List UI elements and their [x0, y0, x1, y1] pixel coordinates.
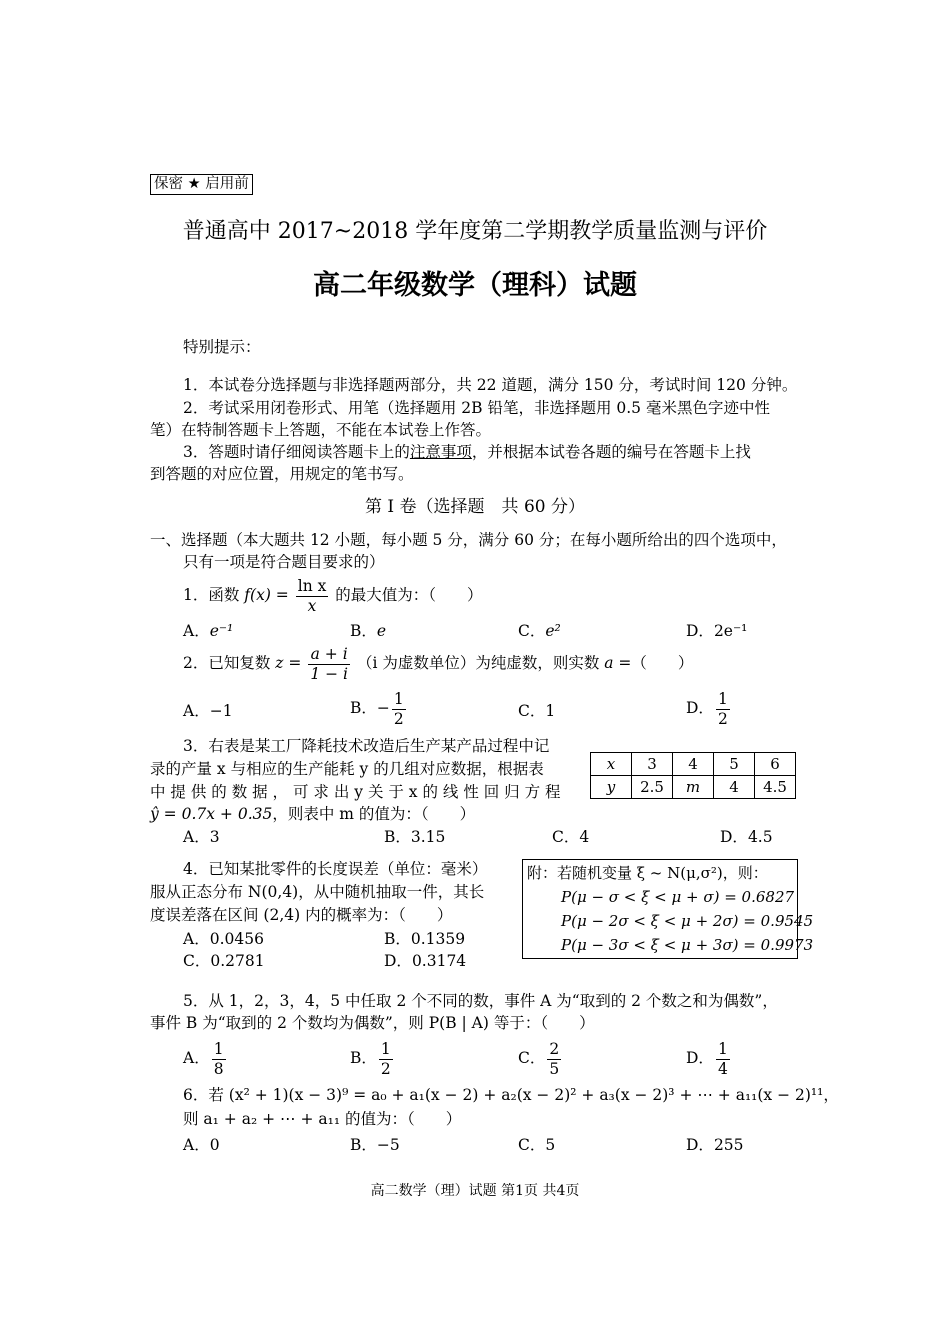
table-cell: 6: [755, 753, 796, 776]
q1-fraction: [296, 577, 329, 616]
notice-line-2a: 2．考试采用闭卷形式、用笔（选择题用 2B 铅笔，非选择题用 0.5 毫米黑色字迹中性: [183, 399, 770, 417]
notice-line-3a-pre: 3．答题时请仔细阅读答题卡上的: [183, 443, 410, 461]
q2-fraction: [308, 645, 350, 684]
q6-option-d[interactable]: D．255: [686, 1136, 744, 1154]
q3-line-3: 中 提 供 的 数 据 ， 可 求 出 y 关 于 x 的 线 性 回 归 方 程: [150, 783, 561, 801]
notice-line-2b: 笔）在特制答题卡上答题，不能在本试卷上作答。: [150, 421, 492, 439]
normal-distribution-appendix: [522, 859, 814, 959]
table-cell: m: [673, 776, 714, 799]
q6-line-2: 则 a₁ + a₂ + ⋯ + a₁₁ 的值为：（ ）: [183, 1110, 462, 1128]
appendix-line-1: 附：若随机变量 ξ ~ N(μ,σ²)，则：: [527, 864, 768, 882]
q2-pre: 2．已知复数: [183, 654, 276, 672]
q3-option-c[interactable]: C．4: [552, 828, 590, 846]
q2-option-b[interactable]: B．− $\frac{1}{2}$: [350, 689, 404, 728]
question-1-stem: [183, 576, 483, 616]
q2-numerator: a + i: [308, 645, 350, 665]
part-one-title: 第 I 卷（选择题 共 60 分）: [365, 497, 585, 517]
q6-option-a[interactable]: A．0: [183, 1136, 220, 1154]
appendix-line-3: P(μ − 2σ < ξ < μ + 2σ) = 0.9545: [561, 912, 814, 930]
q2-mid: （i 为虚数单位）为纯虚数，则实数: [356, 654, 605, 672]
q2-option-a[interactable]: A．−1: [183, 702, 233, 720]
q3-option-b[interactable]: B．3.15: [384, 828, 446, 846]
appendix-line-2: P(μ − σ < ξ < μ + σ) = 0.6827: [561, 888, 795, 906]
q1-denominator: x: [307, 596, 317, 615]
q4-option-c[interactable]: C．0.2781: [183, 952, 265, 970]
q1-pre: 1．函数: [183, 586, 245, 604]
table-row-x: [591, 753, 796, 776]
q5-line-2: 事件 B 为“取到的 2 个数均为偶数”，则 P(B | A) 等于：（ ）: [150, 1014, 595, 1032]
q5-option-c[interactable]: C． $\frac{2}{5}$: [518, 1039, 560, 1078]
q1-function: f(x) =: [244, 586, 289, 604]
q5-option-a[interactable]: A． $\frac{1}{8}$: [183, 1039, 224, 1078]
notice-line-1: 1．本试卷分选择题与非选择题两部分，共 22 道题，满分 150 分，考试时间 120 分钟。: [183, 376, 798, 394]
q4-line-1: 4．已知某批零件的长度误差（单位：毫米）: [183, 860, 488, 878]
q1-post: 的最大值为：（ ）: [335, 586, 483, 604]
section-label: 一、选择题: [150, 531, 228, 549]
q3-line-2: 录的产量 x 与相应的生产能耗 y 的几组对应数据，根据表: [150, 760, 544, 778]
exam-title: 高二年级数学（理科）试题: [313, 270, 637, 301]
q4-line-3: 度误差落在区间 (2,4) 内的概率为：（ ）: [150, 906, 453, 924]
q4-line-2: 服从正态分布 N(0,4)，从中随机抽取一件，其长: [150, 883, 485, 901]
q2-option-c[interactable]: C．1: [518, 702, 556, 720]
q2-option-d[interactable]: D． $\frac{1}{2}$: [686, 689, 728, 728]
table-cell: y: [591, 776, 632, 799]
q1-numerator: ln x: [297, 576, 327, 595]
q3-data-table: [590, 752, 796, 799]
q1-option-a[interactable]: A．e⁻¹: [183, 622, 234, 640]
table-cell: 5: [714, 753, 755, 776]
q2-a: a =: [604, 654, 632, 672]
q3-line-1: 3．右表是某工厂降耗技术改造后生产某产品过程中记: [183, 737, 550, 755]
notice-line-3b: 到答题的对应位置，用规定的笔书写。: [150, 465, 414, 483]
table-cell: x: [591, 753, 632, 776]
q2-denominator: 1 − i: [310, 664, 348, 683]
q2-z: z =: [275, 654, 302, 672]
q1-option-b[interactable]: B．e: [350, 622, 387, 640]
q1-option-d[interactable]: D．2e⁻¹: [686, 622, 748, 640]
table-cell: 4.5: [755, 776, 796, 799]
exam-subtitle: 普通高中 2017~2018 学年度第二学期教学质量监测与评价: [182, 219, 768, 244]
section-header: [150, 529, 787, 551]
q6-option-b[interactable]: B．−5: [350, 1136, 400, 1154]
section-desc-1: （本大题共 12 小题，每小题 5 分，满分 60 分；在每小题所给出的四个选项中，: [227, 531, 787, 549]
q4-option-a[interactable]: A．0.0456: [183, 930, 264, 948]
q3-option-d[interactable]: D．4.5: [720, 828, 773, 846]
q6-line-1: 6．若 (x² + 1)(x − 3)⁹ = a₀ + a₁(x − 2) + a₂(x − 2)² + a₃(x − 2)³ + ⋯ + a₁₁(x − 2)¹¹，: [183, 1086, 839, 1104]
notice-heading: 特别提示：: [183, 338, 261, 356]
table-cell: 3: [632, 753, 673, 776]
q5-option-d[interactable]: D． $\frac{1}{4}$: [686, 1039, 728, 1078]
page-footer: 高二数学（理）试题 第1页 共4页: [370, 1183, 580, 1199]
q6-option-c[interactable]: C．5: [518, 1136, 556, 1154]
q1-option-c[interactable]: C．e²: [518, 622, 561, 640]
q4-option-b[interactable]: B．0.1359: [384, 930, 466, 948]
table-cell: 4: [714, 776, 755, 799]
section-desc-2: 只有一项是符合题目要求的）: [183, 553, 385, 571]
q5-line-1: 5．从 1，2，3，4，5 中任取 2 个不同的数，事件 A 为“取到的 2 个数之和为偶数”，: [183, 992, 778, 1010]
table-row-y: [591, 776, 796, 799]
notice-underline-term: 注意事项: [409, 443, 472, 461]
table-cell: 4: [673, 753, 714, 776]
q3-option-a[interactable]: A．3: [183, 828, 220, 846]
question-2-stem: [183, 644, 693, 684]
q5-option-b[interactable]: B． $\frac{1}{2}$: [350, 1039, 391, 1078]
appendix-line-4: P(μ − 3σ < ξ < μ + 3σ) = 0.9973: [561, 936, 814, 954]
confidential-label: 保密 ★ 启用前: [150, 174, 253, 195]
notice-line-3a: [183, 441, 751, 463]
q3-line-4: ŷ = 0.7x + 0.35，则表中 m 的值为：（ ）: [150, 805, 476, 823]
q2-post: （ ）: [631, 654, 694, 672]
q4-option-d[interactable]: D．0.3174: [384, 952, 467, 970]
table-cell: 2.5: [632, 776, 673, 799]
notice-line-3a-post: ，并根据本试卷各题的编号在答题卡上找: [471, 443, 751, 461]
